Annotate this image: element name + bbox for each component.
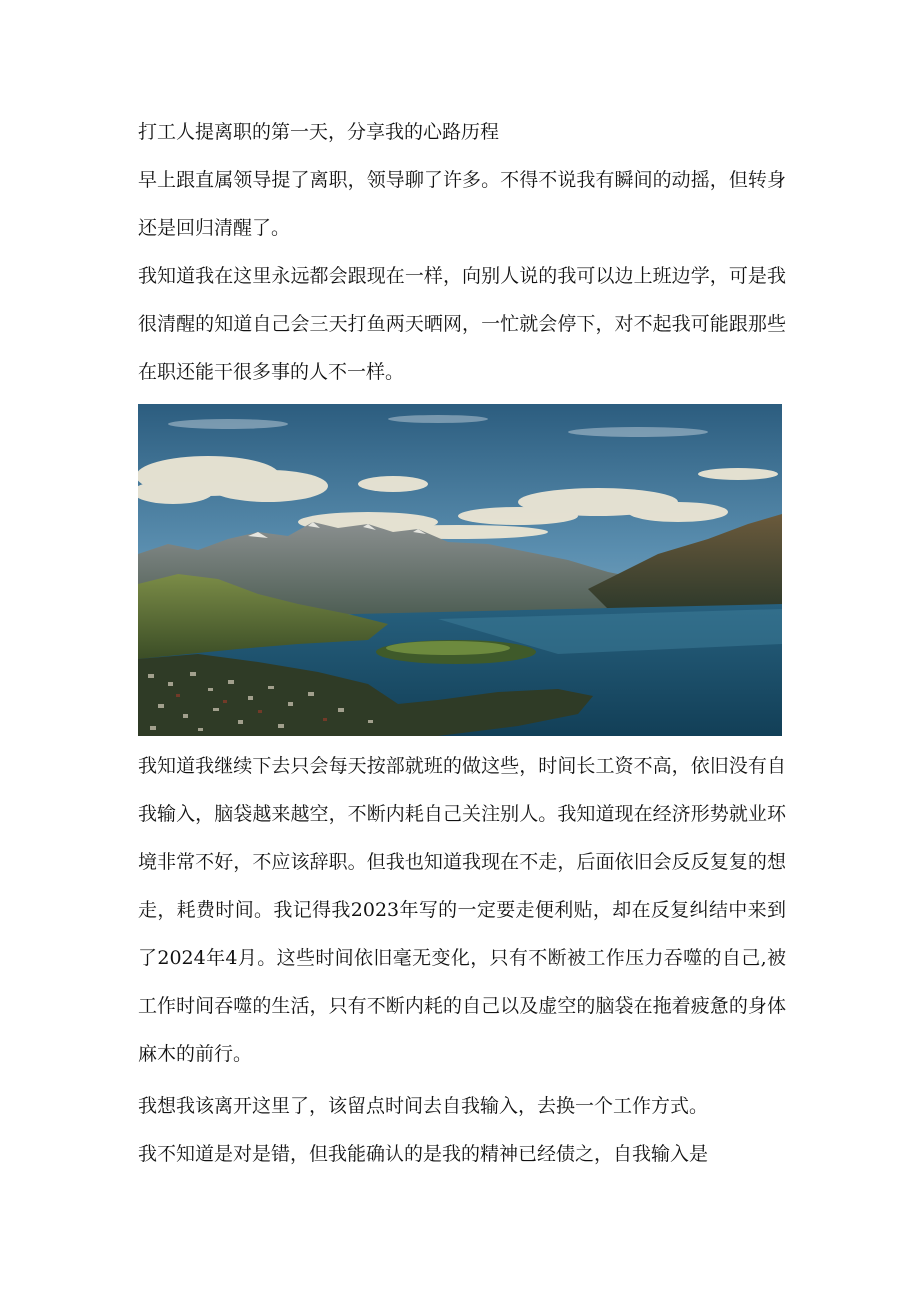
paragraph-1: 早上跟直属领导提了离职，领导聊了许多。不得不说我有瞬间的动摇，但转身还是回归清醒了。 (138, 169, 786, 239)
paragraph-2: 我知道我在这里永远都会跟现在一样，向别人说的我可以边上班边学，可是我很清醒的知道自己会三天打鱼两天晒网，一忙就会停下，对不起我可能跟那些在职还能干很多事的人不一样。 (138, 265, 786, 383)
lake-mountain-landscape-photo (138, 404, 782, 736)
paragraph-4: 我想我该离开这里了，该留点时间去自我输入，去换一个工作方式。 (138, 1095, 709, 1117)
paragraph-3: 我知道我继续下去只会每天按部就班的做这些，时间长工资不高，依旧没有自我输入，脑袋越来越空，不断内耗自己关注别人。我知道现在经济形势就业环境非常不好，不应该辞职。但我也知道我现在不走，后面依旧会反反复复的想走，耗费时间。我记得我2023年写的一定要走便利贴，却在反复纠结中来到了2024年4月。这些时间依旧毫无变化，只有不断被工作压力吞噬的自己,被工作时间吞噬的生活，只有不断内耗的自己以及虚空的脑袋在拖着疲惫的身体麻木的前行。 (138, 755, 786, 1065)
document-title: 打工人提离职的第一天，分享我的心路历程 (138, 121, 500, 143)
paragraph-5: 我不知道是对是错，但我能确认的是我的精神已经债之，自我输入是 (138, 1143, 709, 1165)
